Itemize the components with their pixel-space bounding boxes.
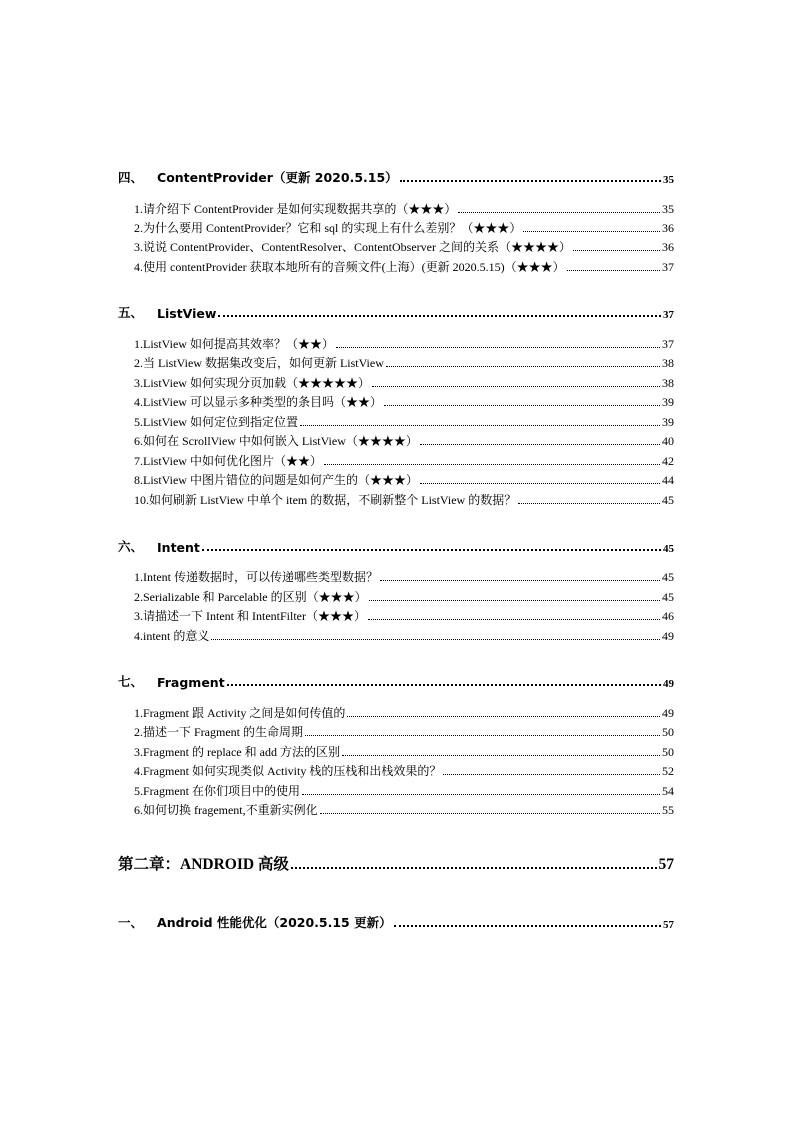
page-number: 37	[663, 309, 674, 321]
page-number: 36	[662, 240, 674, 254]
toc-entry[interactable]	[134, 568, 674, 585]
toc-entry[interactable]	[134, 471, 674, 488]
toc-entry[interactable]	[134, 354, 674, 371]
section-number: 五、	[118, 305, 144, 320]
toc-section-content-provider[interactable]	[118, 168, 674, 186]
dot-leader	[394, 925, 661, 927]
page-number: 45	[663, 543, 674, 555]
section-title: Intent	[157, 540, 200, 555]
toc-section-intent[interactable]	[118, 537, 674, 555]
page-number: 45	[662, 590, 674, 604]
page-number: 42	[662, 454, 674, 468]
dot-leader	[420, 444, 660, 445]
entry-title: 1.Fragment 跟 Activity 之间是如何传值的	[134, 706, 346, 720]
dot-leader	[302, 794, 660, 795]
dot-leader	[291, 867, 657, 869]
toc-entry[interactable]	[134, 762, 674, 779]
page-number: 45	[662, 493, 674, 507]
page-number: 49	[662, 706, 674, 720]
toc-entry[interactable]	[134, 801, 674, 818]
page-number: 46	[662, 609, 674, 623]
toc-chapter-android-advanced[interactable]	[118, 852, 674, 874]
section-title: Fragment	[157, 675, 225, 690]
dot-leader	[369, 600, 660, 601]
dot-leader	[420, 483, 660, 484]
section-number: 四、	[118, 170, 144, 185]
dot-leader	[202, 549, 661, 551]
dot-leader	[384, 405, 660, 406]
entry-title: 3.ListView 如何实现分页加载（★★★★★）	[134, 376, 370, 390]
dot-leader	[347, 716, 660, 717]
dot-leader	[372, 386, 660, 387]
section-number: 一、	[118, 915, 144, 930]
toc-entry[interactable]	[134, 452, 674, 469]
entry-title: 2.Serializable 和 Parcelable 的区别（★★★）	[134, 590, 367, 604]
toc-entry[interactable]	[134, 723, 674, 740]
section-number: 七、	[118, 674, 144, 689]
toc-entry[interactable]	[134, 335, 674, 352]
entry-title: 5.Fragment 在你们项目中的使用	[134, 784, 300, 798]
page-number: 50	[662, 745, 674, 759]
entry-title: 6.如何切换 fragement,不重新实例化	[134, 803, 318, 817]
toc-entry[interactable]	[134, 432, 674, 449]
dot-leader	[386, 366, 660, 367]
page-number: 37	[662, 260, 674, 274]
toc-section-fragment[interactable]	[118, 672, 674, 690]
toc-entry[interactable]	[134, 743, 674, 760]
dot-leader	[380, 580, 660, 581]
dot-leader	[443, 774, 660, 775]
dot-leader	[305, 735, 660, 736]
toc-entry[interactable]	[134, 627, 674, 644]
page-number: 44	[662, 473, 674, 487]
toc-entry[interactable]	[134, 782, 674, 799]
page-number: 54	[662, 784, 674, 798]
toc-entry[interactable]	[134, 393, 674, 410]
section-title: ContentProvider（更新 2020.5.15）	[157, 170, 398, 185]
page-number: 52	[662, 764, 674, 778]
page-number: 35	[662, 202, 674, 216]
entry-title: 4.使用 contentProvider 获取本地所有的音频文件(上海）(更新 2020.5.15)（★★★）	[134, 260, 565, 274]
page-number: 40	[662, 434, 674, 448]
toc-entry[interactable]	[134, 374, 674, 391]
entry-title: 2.为什么要用 ContentProvider？它和 sql 的实现上有什么差别？（★★★）	[134, 221, 522, 235]
entry-title: 1.Intent 传递数据时，可以传递哪些类型数据？	[134, 570, 378, 584]
page-number: 50	[662, 725, 674, 739]
dot-leader	[227, 684, 661, 686]
dot-leader	[320, 813, 660, 814]
toc-entry[interactable]	[134, 200, 674, 217]
entry-title: 5.ListView 如何定位到指定位置	[134, 415, 298, 429]
chapter-title: 第二章：ANDROID 高级	[118, 856, 289, 873]
dot-leader	[324, 464, 660, 465]
toc-entry[interactable]	[134, 704, 674, 721]
entry-title: 4.ListView 可以显示多种类型的条目吗（★★）	[134, 395, 382, 409]
toc-entry[interactable]	[134, 258, 674, 275]
entry-title: 3.说说 ContentProvider、ContentResolver、ContentObserver 之间的关系（★★★★）	[134, 240, 571, 254]
section-title: Android 性能优化（2020.5.15 更新）	[157, 915, 392, 930]
page-number: 37	[662, 337, 674, 351]
page-number: 39	[662, 415, 674, 429]
dot-leader	[573, 250, 660, 251]
entry-title: 3.请描述一下 Intent 和 IntentFilter（★★★）	[134, 609, 366, 623]
page-number: 45	[662, 570, 674, 584]
toc-entry[interactable]	[134, 491, 674, 508]
page-number: 55	[662, 803, 674, 817]
section-number: 六、	[118, 539, 144, 554]
dot-leader	[336, 347, 660, 348]
dot-leader	[211, 639, 660, 640]
entry-title: 2.当 ListView 数据集改变后，如何更新 ListView	[134, 356, 384, 370]
page-number: 57	[663, 919, 674, 931]
entry-title: 8.ListView 中图片错位的问题是如何产生的（★★★）	[134, 473, 418, 487]
toc-entry[interactable]	[134, 588, 674, 605]
toc-entry[interactable]	[134, 238, 674, 255]
dot-leader	[523, 231, 660, 232]
entry-title: 4.intent 的意义	[134, 629, 210, 643]
entry-title: 2.描述一下 Fragment 的生命周期	[134, 725, 303, 739]
dot-leader	[567, 270, 660, 271]
entry-title: 6.如何在 ScrollView 中如何嵌入 ListView（★★★★）	[134, 434, 418, 448]
dot-leader	[400, 180, 661, 182]
entry-title: 3.Fragment 的 replace 和 add 方法的区别	[134, 745, 340, 759]
entry-title: 4.Fragment 如何实现类似 Activity 栈的压栈和出栈效果的？	[134, 764, 442, 778]
page-number: 38	[662, 376, 674, 390]
section-title: ListView	[157, 306, 217, 321]
entry-title: 7.ListView 中如何优化图片（★★）	[134, 454, 322, 468]
page-number: 49	[662, 629, 674, 643]
page-number: 35	[663, 174, 674, 186]
entry-title: 1.请介绍下 ContentProvider 是如何实现数据共享的（★★★）	[134, 202, 457, 216]
dot-leader	[368, 619, 660, 620]
page-number: 49	[663, 678, 674, 690]
dot-leader	[342, 755, 660, 756]
entry-title: 10.如何刷新 ListView 中单个 item 的数据，不刷新整个 ListView 的数据？	[134, 493, 517, 507]
toc-section-listview[interactable]	[118, 303, 674, 321]
toc-entry[interactable]	[134, 219, 674, 236]
entry-title: 1.ListView 如何提高其效率？（★★）	[134, 337, 334, 351]
dot-leader	[300, 425, 660, 426]
toc-entry[interactable]	[134, 413, 674, 430]
dot-leader	[218, 315, 661, 317]
toc-entry[interactable]	[134, 607, 674, 624]
toc-section-performance[interactable]	[118, 913, 674, 931]
dot-leader	[458, 212, 660, 213]
page-number: 39	[662, 395, 674, 409]
dot-leader	[518, 503, 660, 504]
page-number: 38	[662, 356, 674, 370]
page-number: 57	[658, 856, 674, 873]
page-number: 36	[662, 221, 674, 235]
